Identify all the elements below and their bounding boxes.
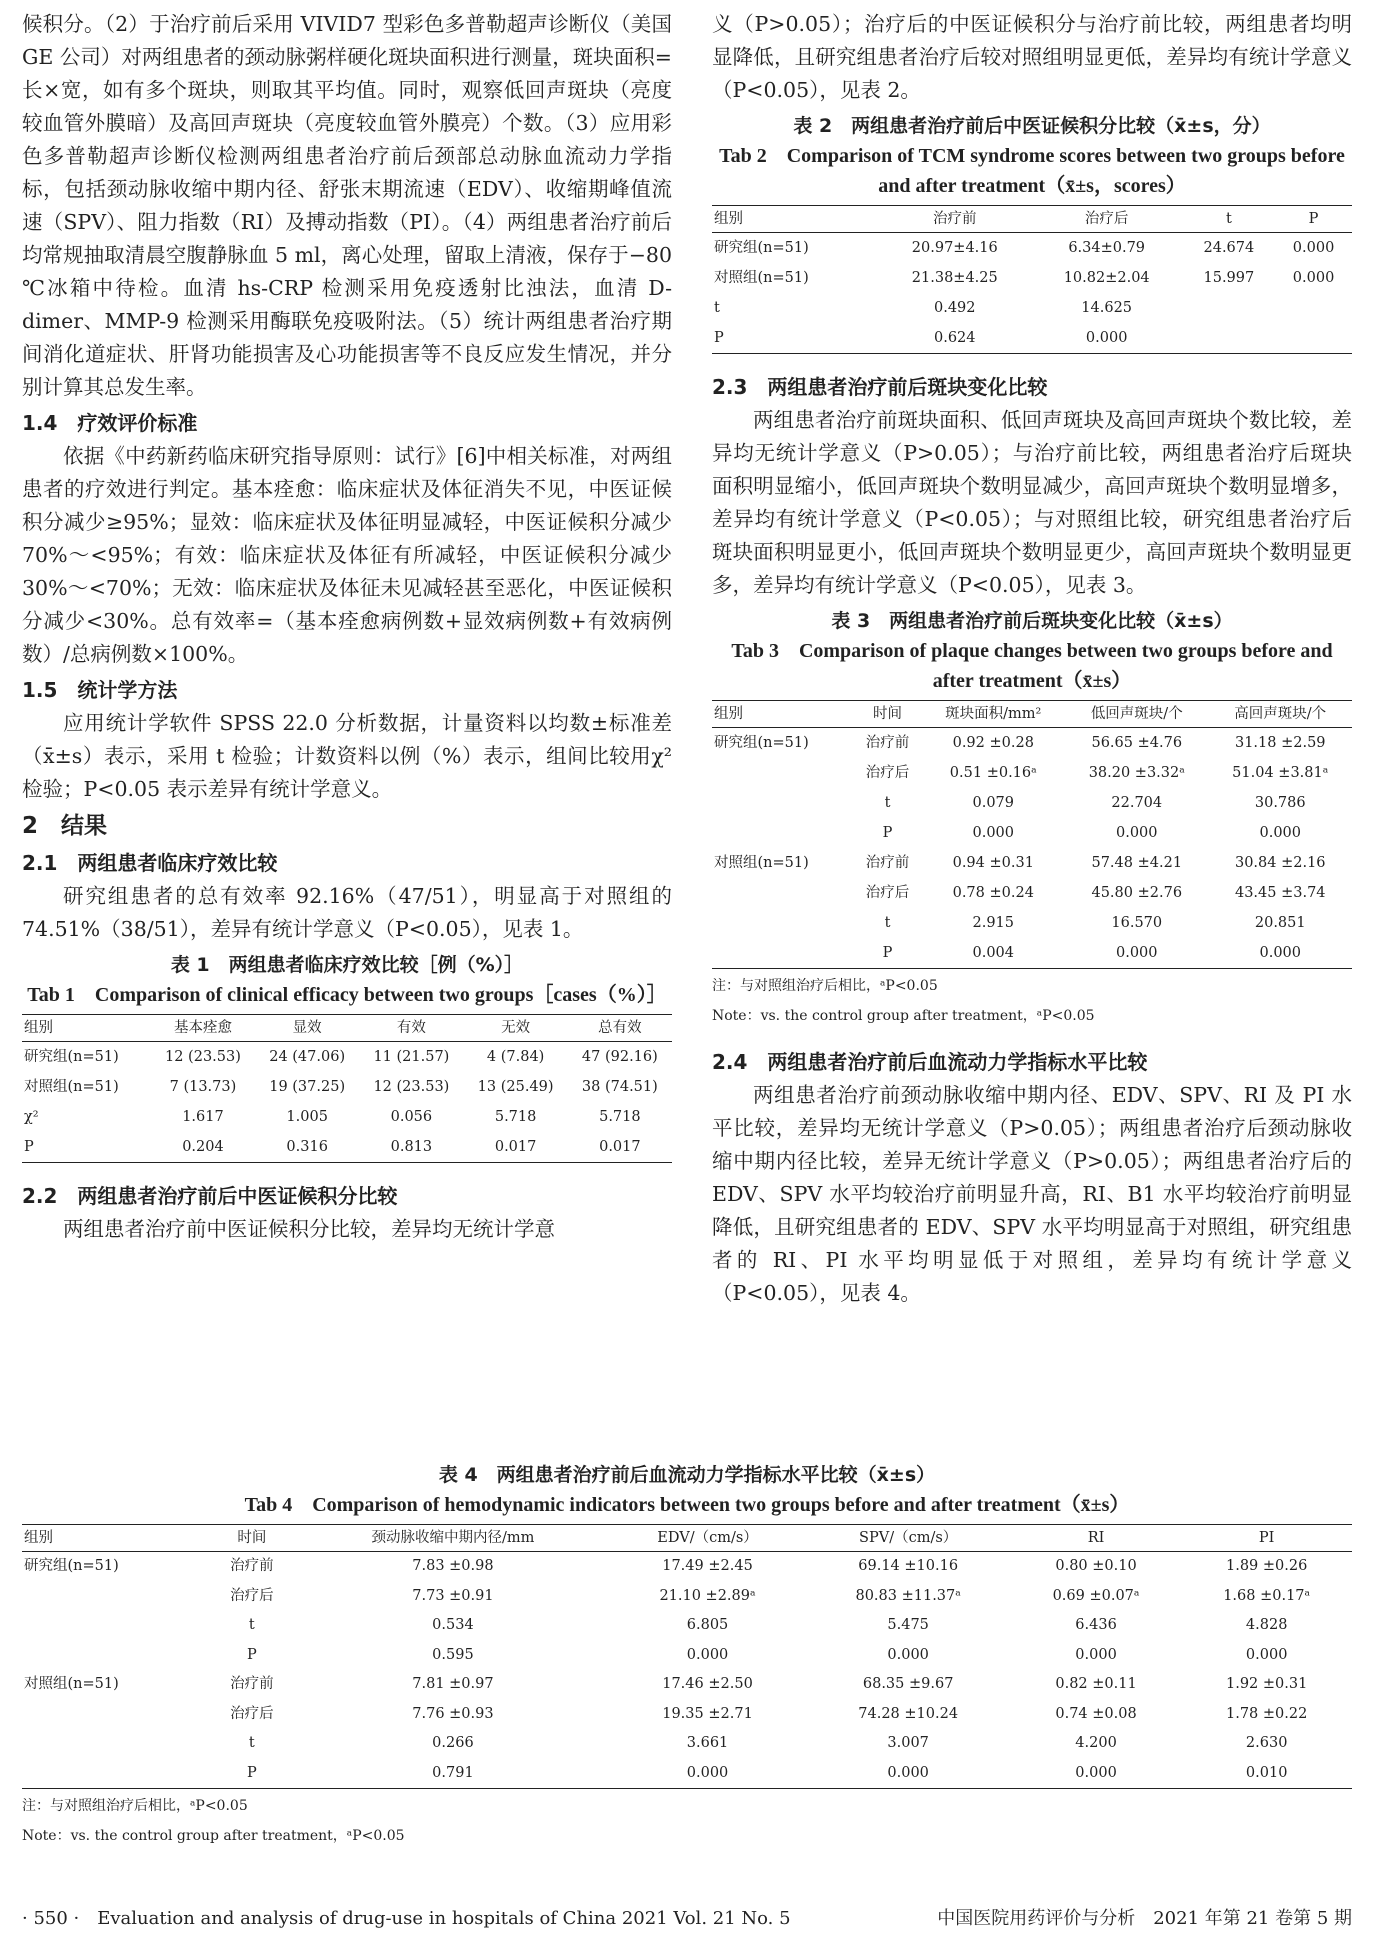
table-cell: t: [714, 300, 720, 316]
table-cell: 0.010: [1245, 1764, 1288, 1781]
table-cell: 0.492: [934, 300, 976, 316]
table-cell: 80.83 ±11.37ᵃ: [855, 1587, 961, 1604]
table-cell: 0.000: [1075, 1646, 1117, 1663]
table-cell: 对照组(n=51): [714, 270, 809, 286]
table-cell: 0.78 ±0.24: [952, 885, 1034, 901]
table-row: [22, 1700, 1352, 1730]
table-cell: 0.000: [887, 1764, 929, 1781]
table-cell: 2.630: [1245, 1735, 1288, 1751]
table4-caption-zh: 表 4 两组患者治疗前后血流动力学指标水平比较（x̄±s）: [438, 1464, 936, 1486]
table-row: [22, 1132, 672, 1163]
table-cell: 0.534: [432, 1617, 474, 1633]
table-cell: 20.851: [1254, 915, 1306, 931]
table-cell: 研究组(n=51): [714, 240, 809, 256]
table3-caption: [712, 606, 1352, 696]
table3: [712, 700, 1352, 969]
table-cell: 38.20 ±3.32ᵃ: [1088, 765, 1185, 781]
heading-2: 2 结果: [22, 813, 108, 839]
table-cell: t: [884, 915, 891, 931]
table-cell: 20.97±4.16: [911, 240, 998, 256]
table-header-cell: RI: [1087, 1530, 1105, 1546]
table-row: [22, 1072, 672, 1102]
table-cell: [22, 1641, 207, 1671]
table-cell: [712, 818, 853, 848]
table-header-row: [22, 1525, 1352, 1552]
table-cell: [22, 1582, 207, 1612]
table-cell: 74.28 ±10.24: [858, 1705, 959, 1722]
table-header-cell: 斑块面积/mm²: [945, 706, 1042, 722]
table-cell: 31.18 ±2.59: [1234, 735, 1326, 751]
table-cell: 0.204: [182, 1139, 224, 1155]
table-header-cell: 颈动脉收缩中期内径/mm: [371, 1530, 535, 1546]
table-cell: 0.079: [972, 795, 1015, 811]
table4-caption-en: Tab 4 Comparison of hemodynamic indicators between two groups before and after treatment（x̄±s）: [244, 1494, 1130, 1516]
table-header-cell: 治疗后: [1084, 211, 1129, 227]
table3-caption-en: Tab 3 Comparison of plaque changes between two groups before and after treatment（x̄±s）: [731, 640, 1333, 692]
table-cell: 7 (13.73): [169, 1079, 237, 1095]
table-cell: 0.056: [390, 1109, 433, 1125]
table1-caption-en: Tab 1 Comparison of clinical efficacy between two groups［cases（%）］: [27, 984, 667, 1006]
table-cell: 11 (21.57): [373, 1049, 450, 1065]
heading-1-4: 1.4 疗效评价标准: [22, 411, 198, 435]
table-cell: 0.000: [1075, 1764, 1117, 1781]
footer-left: · 550 · Evaluation and analysis of drug-use in hospitals of China 2021 Vol. 21 No. 5: [22, 1908, 791, 1929]
table-cell: 2.915: [972, 915, 1015, 931]
table-cell: 6.436: [1075, 1617, 1117, 1633]
table-header-cell: 低回声斑块/个: [1090, 706, 1183, 722]
table-cell: 0.813: [390, 1139, 433, 1155]
table-cell: 6.805: [686, 1617, 729, 1633]
table-cell: 治疗后: [865, 885, 910, 901]
table-cell: 0.000: [1259, 825, 1301, 841]
table2: [712, 205, 1352, 354]
table-cell: t: [248, 1617, 255, 1633]
table-cell: 研究组(n=51): [24, 1049, 119, 1065]
table-cell: 0.017: [494, 1139, 537, 1155]
table-cell: P: [246, 1764, 257, 1781]
table-cell: 0.595: [432, 1646, 474, 1663]
table-cell: 0.000: [686, 1646, 729, 1663]
table-cell: [22, 1759, 207, 1789]
table-cell: 30.786: [1254, 795, 1306, 811]
table-header-cell: EDV/（cm/s）: [657, 1530, 758, 1546]
table-cell: 治疗前: [230, 1558, 274, 1574]
table-cell: 治疗前: [865, 855, 910, 871]
table-header-cell: 显效: [292, 1020, 322, 1036]
table-row: [712, 323, 1352, 354]
table-cell: 1.68 ±0.17ᵃ: [1223, 1587, 1311, 1604]
paragraph-1-4: 依据《中药新药临床研究指导原则：试行》[6]中相关标准，对两组患者的疗效进行判定。基本痊愈：临床症状及体征消失不见，中医证候积分减少≥95%；显效：临床症状及体征明显减轻，中医证候积分减少 70%～<95%；有效：临床症状及体征有所减轻，中医证候积分减少 30%～<70%；无效：临床症状及体征未见减轻甚至恶化，中医证候积分减少<30%。总有效率=（基本痊愈病例数+显效病例数+有效病例数）/总病例数×100%。: [22, 444, 672, 666]
table-row: [712, 758, 1352, 788]
table-cell: 5.718: [599, 1109, 641, 1125]
table-cell: 治疗后: [230, 1705, 274, 1722]
table-cell: 47 (92.16): [581, 1049, 658, 1065]
table-cell: 21.10 ±2.89ᵃ: [659, 1587, 756, 1604]
table-cell: 0.000: [1116, 945, 1158, 961]
table-cell: 30.84 ±2.16: [1234, 855, 1326, 871]
table-row: [22, 1102, 672, 1132]
table2-caption-zh: 表 2 两组患者治疗前后中医证候积分比较（x̄±s，分）: [793, 115, 1271, 137]
table-cell: 7.76 ±0.93: [412, 1705, 494, 1722]
heading-2-4: 2.4 两组患者治疗前后血流动力学指标水平比较: [712, 1050, 1148, 1074]
table-cell: 治疗后: [230, 1587, 274, 1604]
table-cell: χ²: [24, 1109, 39, 1125]
table2-caption: [712, 111, 1352, 201]
table-cell: 治疗前: [230, 1676, 274, 1692]
table-header-row: [712, 206, 1352, 233]
table-cell: 研究组(n=51): [24, 1558, 119, 1574]
table-row: [712, 908, 1352, 938]
table-cell: 38 (74.51): [581, 1079, 658, 1095]
table-cell: [712, 788, 853, 818]
table-row: [22, 1759, 1352, 1789]
table-cell: 24.674: [1203, 240, 1255, 256]
table-cell: 4.200: [1075, 1735, 1117, 1751]
table-cell: 0.000: [1085, 330, 1128, 346]
table1: [22, 1014, 672, 1163]
table4-caption: [22, 1460, 1352, 1520]
table4-note-zh: 注：与对照组治疗后相比，ᵃP<0.05: [22, 1798, 248, 1814]
table-cell: 57.48 ±4.21: [1091, 855, 1183, 871]
table-cell: [1275, 323, 1352, 354]
table2-caption-en: Tab 2 Comparison of TCM syndrome scores between two groups before and after treatment（x̄±s，scores）: [719, 145, 1345, 197]
table-row: [22, 1042, 672, 1073]
table-cell: 0.000: [1245, 1646, 1288, 1663]
table-cell: 69.14 ±10.16: [858, 1558, 959, 1574]
table-cell: 43.45 ±3.74: [1234, 885, 1326, 901]
table-cell: 10.82±2.04: [1063, 270, 1150, 286]
table-row: [712, 878, 1352, 908]
table-cell: 0.000: [887, 1646, 929, 1663]
table1-caption-zh: 表 1 两组患者临床疗效比较［例（%）］: [170, 954, 524, 976]
table-cell: 3.661: [686, 1735, 729, 1751]
table-cell: 5.475: [887, 1617, 929, 1633]
table-cell: 7.81 ±0.97: [412, 1676, 494, 1692]
table-cell: [22, 1611, 207, 1641]
table-cell: 0.266: [432, 1735, 474, 1751]
table-row: [22, 1729, 1352, 1759]
table-cell: 24 (47.06): [269, 1049, 346, 1065]
table-row: [22, 1670, 1352, 1700]
table-cell: 0.000: [1292, 240, 1335, 256]
table-cell: 0.74 ±0.08: [1055, 1705, 1137, 1722]
table-cell: 7.83 ±0.98: [412, 1558, 494, 1574]
table-cell: 0.791: [432, 1764, 474, 1781]
table-cell: 68.35 ±9.67: [862, 1676, 954, 1692]
table-header-cell: 组别: [24, 1020, 53, 1036]
table-cell: 0.624: [934, 330, 976, 346]
table-cell: 0.80 ±0.10: [1055, 1558, 1137, 1574]
table-cell: 0.69 ±0.07ᵃ: [1052, 1587, 1140, 1604]
table-cell: 对照组(n=51): [24, 1676, 119, 1692]
table-row: [22, 1552, 1352, 1582]
table-cell: 19.35 ±2.71: [662, 1705, 753, 1722]
table-cell: 0.017: [599, 1139, 641, 1155]
table-header-cell: 组别: [714, 706, 743, 722]
left-column: [22, 8, 672, 1246]
table-cell: 3.007: [887, 1735, 929, 1751]
table-cell: 15.997: [1203, 270, 1255, 286]
table-cell: 17.46 ±2.50: [662, 1676, 753, 1692]
table-cell: [1183, 323, 1275, 354]
table-cell: 21.38±4.25: [911, 270, 998, 286]
heading-2-2: 2.2 两组患者治疗前后中医证候积分比较: [22, 1184, 398, 1208]
table-cell: 0.000: [1116, 825, 1158, 841]
table-cell: [712, 938, 853, 969]
table-header-cell: t: [1225, 211, 1232, 227]
table-header-row: [712, 701, 1352, 728]
table-cell: 19 (37.25): [269, 1079, 346, 1095]
table-header-cell: 有效: [396, 1020, 426, 1036]
table-cell: 12 (23.53): [165, 1049, 241, 1065]
right-column: [712, 8, 1352, 1310]
table-cell: 1.617: [182, 1109, 224, 1125]
table-cell: 17.49 ±2.45: [662, 1558, 753, 1574]
table-row: [712, 788, 1352, 818]
table-cell: 5.718: [494, 1109, 537, 1125]
table-cell: 12 (23.53): [373, 1079, 450, 1095]
table-cell: [712, 908, 853, 938]
table-cell: P: [882, 825, 893, 841]
table-header-cell: 基本痊愈: [173, 1020, 232, 1036]
table-cell: 4 (7.84): [486, 1049, 545, 1065]
table-cell: 0.316: [286, 1139, 328, 1155]
table-header-cell: PI: [1258, 1530, 1275, 1546]
table-cell: [1275, 293, 1352, 323]
table-cell: 0.82 ±0.11: [1055, 1676, 1137, 1692]
table-cell: 0.92 ±0.28: [952, 735, 1034, 751]
table-header-cell: 高回声斑块/个: [1234, 706, 1327, 722]
table3-caption-zh: 表 3 两组患者治疗前后斑块变化比较（x̄±s）: [831, 610, 1233, 632]
table-header-cell: 时间: [872, 706, 902, 722]
table-cell: [712, 878, 853, 908]
table-row: [22, 1641, 1352, 1671]
table-cell: 16.570: [1111, 915, 1163, 931]
table-cell: 0.51 ±0.16ᵃ: [949, 765, 1037, 781]
table-cell: 1.005: [286, 1109, 328, 1125]
table-cell: 对照组(n=51): [24, 1079, 119, 1095]
heading-1-5: 1.5 统计学方法: [22, 678, 178, 702]
table-header-cell: 时间: [237, 1530, 267, 1546]
table-row: [712, 728, 1352, 759]
table-row: [712, 233, 1352, 264]
table4: [22, 1524, 1352, 1789]
table-cell: 1.89 ±0.26: [1226, 1558, 1308, 1574]
table-cell: P: [882, 945, 893, 961]
table-cell: 56.65 ±4.76: [1091, 735, 1183, 751]
table4-block: [22, 1456, 1352, 1849]
table-cell: 13 (25.49): [477, 1079, 554, 1095]
table-cell: 对照组(n=51): [714, 855, 809, 871]
paragraph-methods-cont: 候积分。（2）于治疗前后采用 VIVID7 型彩色多普勒超声诊断仪（美国 GE 公司）对两组患者的颈动脉粥样硬化斑块面积进行测量，斑块面积=长×宽，如有多个斑块，则取其平均值。同时，观察低回声斑块（亮度较血管外膜暗）及高回声斑块（亮度较血管外膜亮）个数。（3）应用彩色多普勒超声诊断仪检测两组患者治疗前后颈部总动脉血流动力学指标，包括颈动脉收缩中期内径、舒张末期流速（EDV）、收缩期峰值流速（SPV）、阻力指数（RI）及搏动指数（PI）。（4）两组患者治疗前后均常规抽取清晨空腹静脉血 5 ml，离心处理，留取上清液，保存于−80 ℃冰箱中待检。血清 hs-CRP 检测采用免疫透射比浊法，血清 D-dimer、MMP-9 检测采用酶联免疫吸附法。（5）统计两组患者治疗期间消化道症状、肝肾功能损害及心功能损害等不良反应发生情况，并分别计算其总发生率。: [22, 12, 672, 399]
table-header-cell: 无效: [501, 1020, 531, 1036]
table-row: [22, 1582, 1352, 1612]
table-cell: t: [884, 795, 891, 811]
paragraph-2-4: 两组患者治疗前颈动脉收缩中期内径、EDV、SPV、RI 及 PI 水平比较，差异均无统计学意义（P>0.05）；两组患者治疗后颈动脉收缩中期内径比较，差异无统计学意义（P>0.05）；两组患者治疗后的 EDV、SPV 水平均较治疗前明显升高，RI、B1 水平均较治疗前明显降低，且研究组患者的 EDV、SPV 水平均明显高于对照组，研究组患者的 RI、PI 水平均明显低于对照组，差异均有统计学意义（P<0.05），见表 4。: [712, 1083, 1352, 1305]
table-cell: [22, 1700, 207, 1730]
table-cell: 治疗前: [865, 735, 910, 751]
paragraph-2-2-cont: 义（P>0.05）；治疗后的中医证候积分与治疗前比较，两组患者均明显降低，且研究组患者治疗后较对照组明显更低，差异均有统计学意义（P<0.05），见表 2。: [712, 12, 1352, 102]
table-row: [712, 818, 1352, 848]
heading-2-3: 2.3 两组患者治疗前后斑块变化比较: [712, 375, 1048, 399]
table-cell: 0.000: [686, 1764, 729, 1781]
page-footer: [22, 1905, 1352, 1933]
paragraph-2-2: 两组患者治疗前中医证候积分比较，差异均无统计学意: [63, 1217, 555, 1241]
table-row: [712, 848, 1352, 878]
table-cell: 0.000: [972, 825, 1015, 841]
paragraph-1-5: 应用统计学软件 SPSS 22.0 分析数据，计量资料以均数±标准差（x̄±s）表示，采用 t 检验；计数资料以例（%）表示，组间比较用χ² 检验；P<0.05 表示差异有统计学意义。: [22, 711, 672, 801]
table-cell: [1183, 293, 1275, 323]
table-row: [22, 1611, 1352, 1641]
table-cell: 0.000: [1292, 270, 1335, 286]
table-cell: [712, 758, 853, 788]
table-cell: t: [248, 1735, 255, 1751]
table-cell: 治疗后: [865, 765, 910, 781]
table-header-cell: 组别: [714, 211, 743, 227]
table-cell: 0.94 ±0.31: [952, 855, 1034, 871]
table-header-cell: 总有效: [598, 1020, 642, 1036]
table-cell: 研究组(n=51): [714, 735, 809, 751]
table-cell: P: [714, 330, 724, 346]
table-cell: 51.04 ±3.81ᵃ: [1232, 765, 1329, 781]
paragraph-2-1: 研究组患者的总有效率 92.16%（47/51），明显高于对照组的 74.51%（38/51），差异有统计学意义（P<0.05），见表 1。: [22, 884, 672, 941]
table-cell: 14.625: [1081, 300, 1133, 316]
heading-2-1: 2.1 两组患者临床疗效比较: [22, 851, 278, 875]
table1-caption: [22, 950, 672, 1010]
table-row: [712, 263, 1352, 293]
paragraph-2-3: 两组患者治疗前斑块面积、低回声斑块及高回声斑块个数比较，差异均无统计学意义（P>0.05）；与治疗前比较，两组患者治疗后斑块面积明显缩小，低回声斑块个数明显减少，高回声斑块个数明显增多，差异均有统计学意义（P<0.05）；与对照组比较，研究组患者治疗后斑块面积明显更小，低回声斑块个数明显更少，高回声斑块个数明显更多，差异均有统计学意义（P<0.05），见表 3。: [712, 408, 1352, 597]
table-cell: 0.000: [1259, 945, 1301, 961]
table-cell: P: [24, 1139, 34, 1155]
table-row: [712, 938, 1352, 969]
table-header-cell: SPV/（cm/s）: [859, 1530, 958, 1546]
footer-right: 中国医院用药评价与分析 2021 年第 21 卷第 5 期: [937, 1908, 1352, 1929]
table-row: [712, 293, 1352, 323]
table4-note-en: Note：vs. the control group after treatment，ᵃP<0.05: [22, 1828, 405, 1844]
table-cell: 6.34±0.79: [1068, 240, 1146, 256]
table-header-cell: 组别: [24, 1530, 53, 1546]
table3-note-zh: 注：与对照组治疗后相比，ᵃP<0.05: [712, 978, 938, 994]
table3-note-en: Note：vs. the control group after treatment，ᵃP<0.05: [712, 1008, 1095, 1024]
table-header-row: [22, 1015, 672, 1042]
table-cell: 0.004: [972, 945, 1015, 961]
table-cell: 4.828: [1245, 1617, 1288, 1633]
table-cell: [22, 1729, 207, 1759]
table-cell: 7.73 ±0.91: [412, 1587, 494, 1604]
table-header-cell: P: [1308, 211, 1319, 227]
table-cell: 1.78 ±0.22: [1226, 1705, 1308, 1722]
table-cell: 1.92 ±0.31: [1226, 1676, 1308, 1692]
table-cell: 45.80 ±2.76: [1091, 885, 1183, 901]
table-cell: P: [246, 1646, 257, 1663]
table-header-cell: 治疗前: [933, 211, 977, 227]
table-cell: 22.704: [1111, 795, 1163, 811]
